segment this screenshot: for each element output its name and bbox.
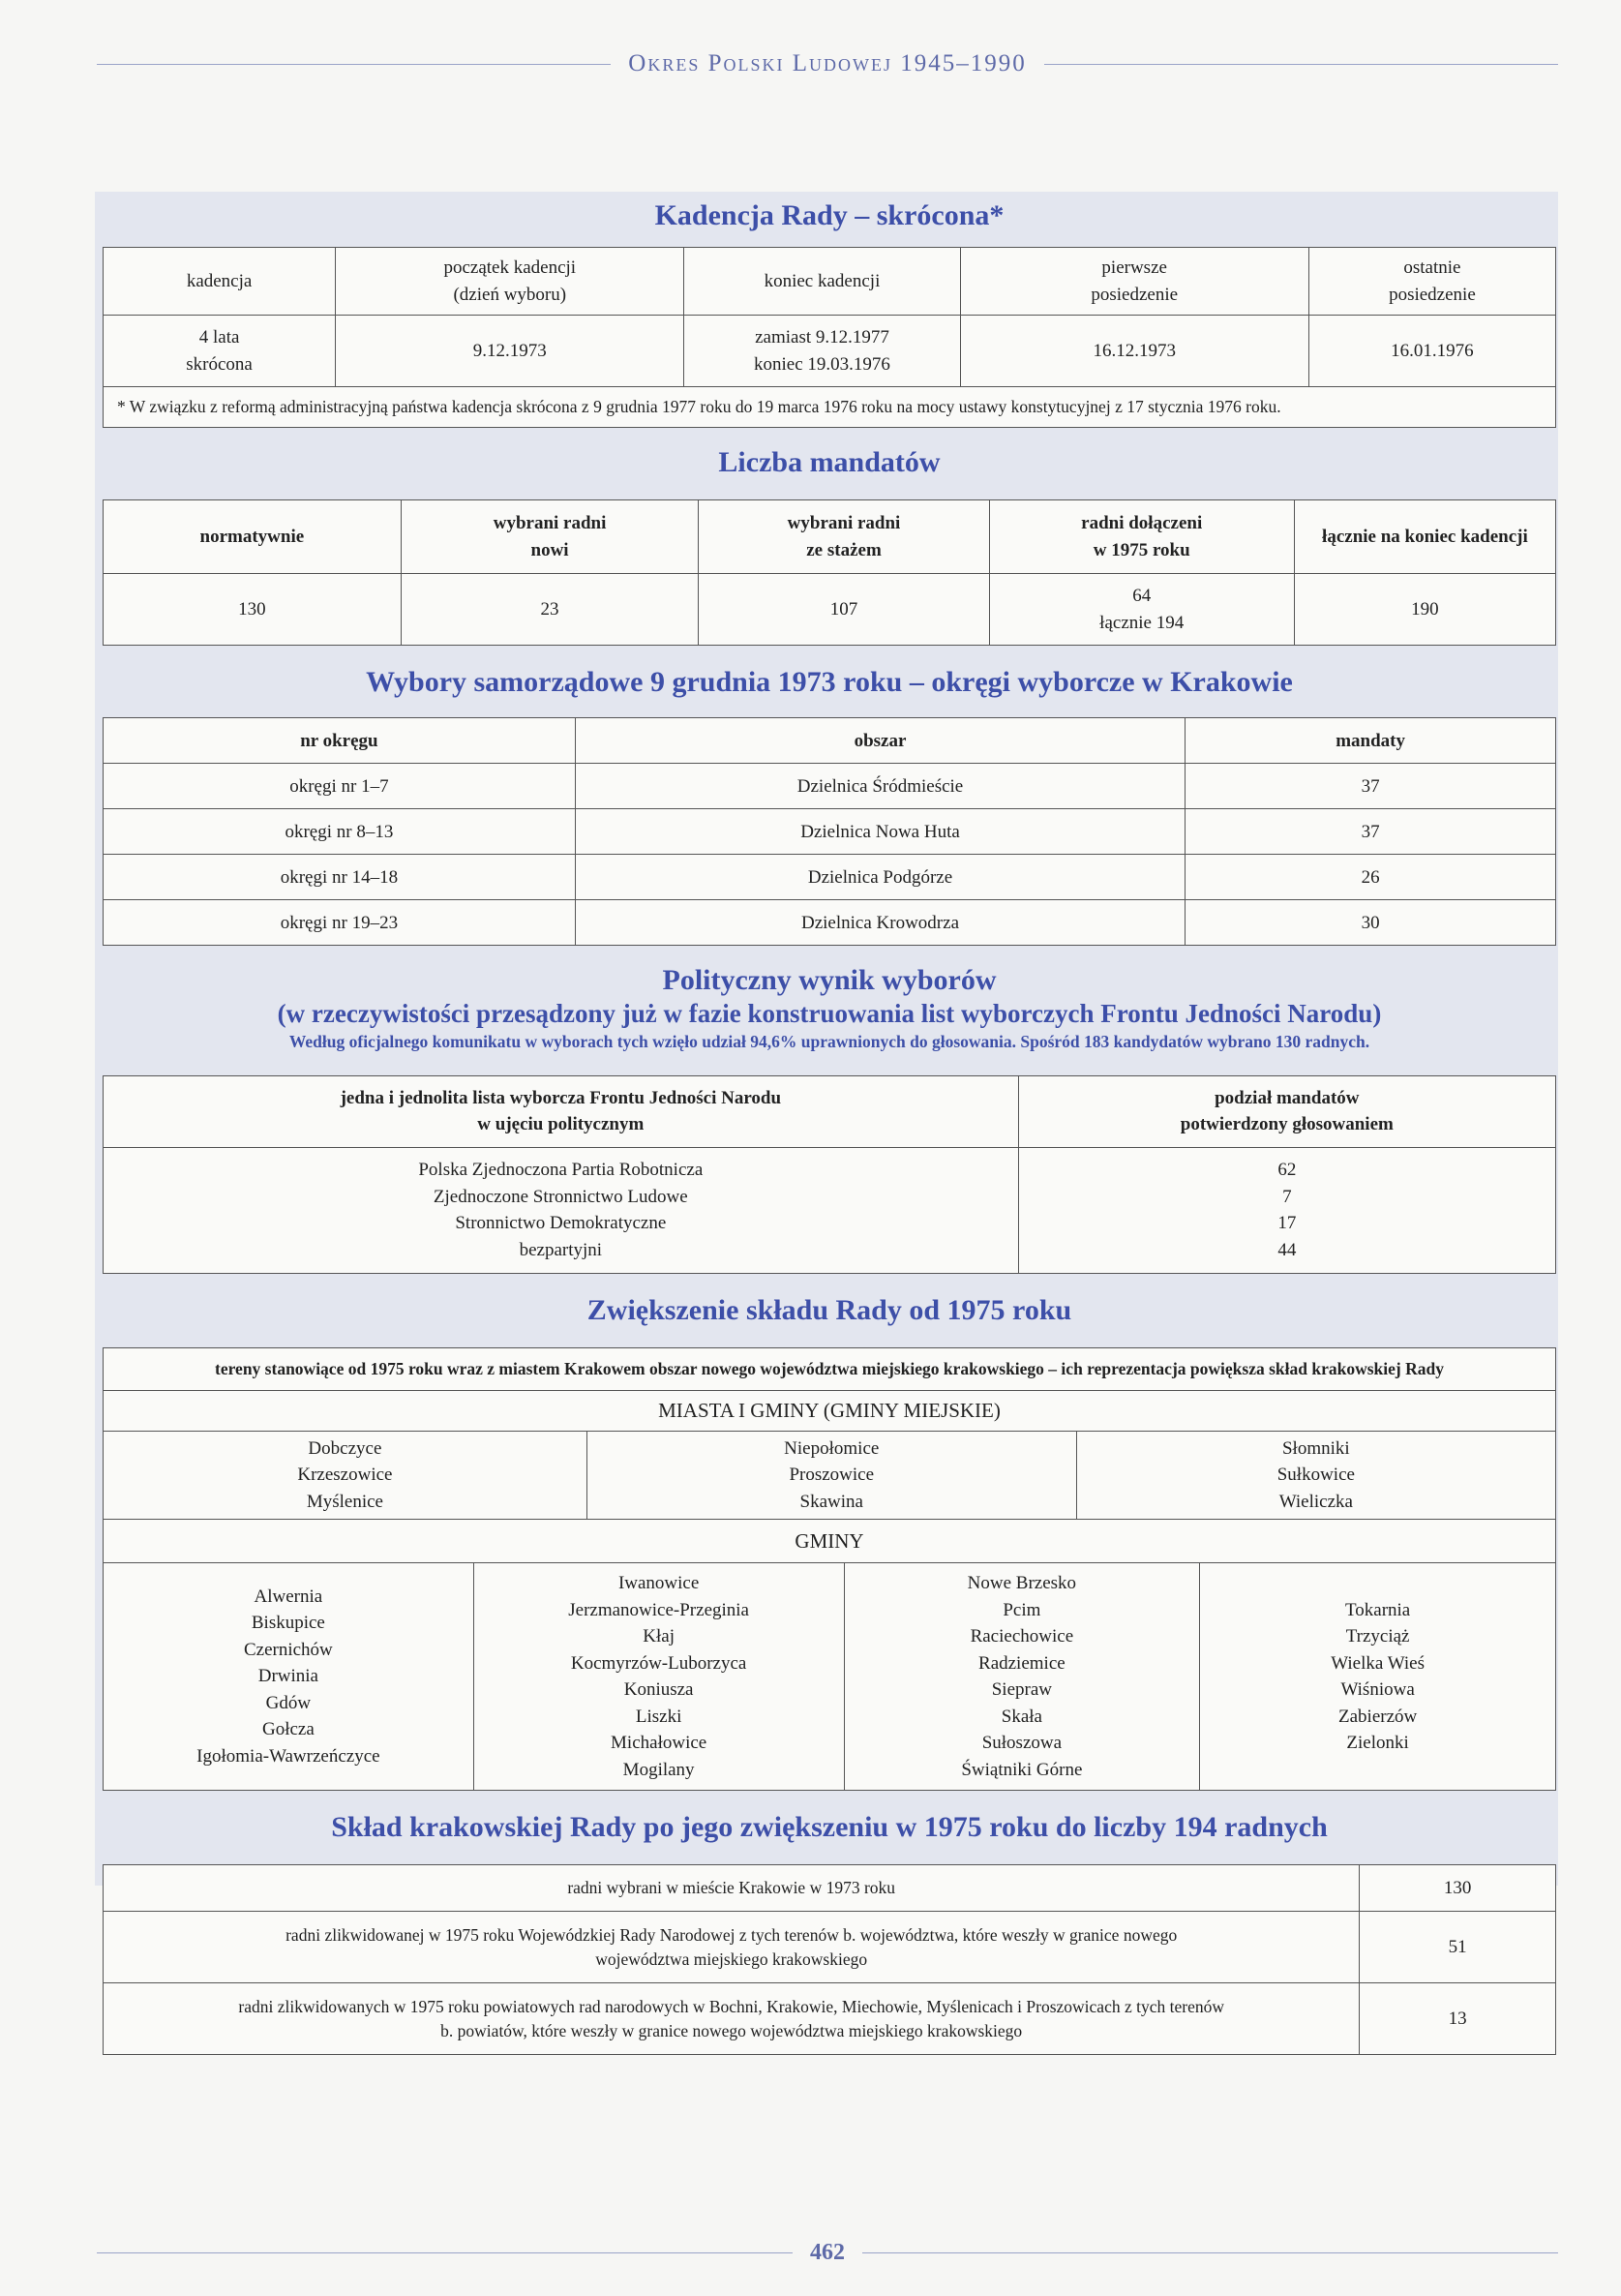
communes-group: Tokarnia Trzyciąż Wielka Wieś Wiśniowa Zabierzów Zielonki [1200,1563,1556,1791]
mandates-cell: 190 [1294,574,1555,646]
district-mandates: 30 [1186,900,1556,946]
table-row [104,1912,1556,1983]
mandates-title: Liczba mandatów [718,446,941,479]
table-row [104,1983,1556,2055]
district-area: Dzielnica Krowodrza [575,900,1185,946]
districts-header: obszar [575,718,1185,764]
term-header: pierwsze posiedzenie [960,248,1308,316]
mandates-header: normatywnie [104,500,402,574]
composition-value: 130 [1360,1865,1556,1912]
result-title: Polityczny wynik wyborów [662,964,997,997]
composition-label: radni zlikwidowanych w 1975 roku powiatowych rad narodowych w Bochni, Krakowie, Miechowie, Myślenicach i Proszowicach z tych terenów b. powiatów, które weszły w granice nowego województwa miejskiego krakowskiego [104,1983,1360,2055]
term-header: ostatnie posiedzenie [1308,248,1555,316]
district-mandates: 26 [1186,855,1556,900]
table-row [104,900,1556,946]
district-number: okręgi nr 19–23 [104,900,576,946]
term-cell: zamiast 9.12.1977 koniec 19.03.1976 [684,316,960,387]
district-mandates: 37 [1186,809,1556,855]
mandates-cell: 23 [401,574,699,646]
term-cell: 16.12.1973 [960,316,1308,387]
composition-label: radni wybrani w mieście Krakowie w 1973 roku [104,1865,1360,1912]
term-cell: 9.12.1973 [336,316,684,387]
header-rule-right [1044,64,1558,65]
district-area: Dzielnica Nowa Huta [575,809,1185,855]
mandates-header: wybrani radni ze stażem [699,500,989,574]
term-cell: 4 lata skrócona [104,316,336,387]
towns-group: Dobczyce Krzeszowice Myślenice [104,1432,587,1520]
towns-group: Niepołomice Proszowice Skawina [586,1432,1076,1520]
district-number: okręgi nr 8–13 [104,809,576,855]
header-rule-left [97,64,611,65]
composition-label: radni zlikwidowanej w 1975 roku Wojewódzkiej Rady Narodowej z tych terenów b. województwa, które weszły w granice nowego województwa miejskiego krakowskiego [104,1912,1360,1983]
table-row [104,809,1556,855]
districts-header: mandaty [1186,718,1556,764]
running-title: Okres Polski Ludowej 1945–1990 [628,50,1027,76]
communes-group: Alwernia Biskupice Czernichów Drwinia Gdów Gołcza Igołomia-Wawrzeńczyce [104,1563,474,1791]
result-header: jedna i jednolita lista wyborcza Frontu Jedności Narodu w ujęciu politycznym [104,1075,1019,1147]
result-header: podział mandatów potwierdzony głosowaniem [1018,1075,1555,1147]
district-area: Dzielnica Podgórze [575,855,1185,900]
district-mandates: 37 [1186,764,1556,809]
term-title: Kadencja Rady – skrócona* [654,199,1005,231]
result-seats: 62 7 17 44 [1018,1147,1555,1273]
term-header: koniec kadencji [684,248,960,316]
district-area: Dzielnica Śródmieście [575,764,1185,809]
districts-table [103,717,1556,946]
table-row [104,1865,1556,1912]
mandates-cell: 107 [699,574,989,646]
district-number: okręgi nr 14–18 [104,855,576,900]
running-header [97,50,1558,77]
composition-table [103,1864,1556,2055]
footer-rule-right [862,2252,1558,2253]
expansion-intro: tereny stanowiące od 1975 roku wraz z miastem Krakowem obszar nowego województwa miejskiego krakowskiego – ich reprezentacja powiększa skład krakowskiej Rady [104,1347,1556,1390]
mandates-table [103,499,1556,646]
mandates-cell: 64 łącznie 194 [989,574,1294,646]
expansion-title: Zwiększenie składu Rady od 1975 roku [586,1293,1072,1326]
communes-group: Iwanowice Jerzmanowice-Przeginia Kłaj Kocmyrzów-Luborzyca Koniusza Liszki Michałowice Mogilany [473,1563,844,1791]
page-number: 462 [810,2240,845,2265]
districts-header: nr okręgu [104,718,576,764]
towns-table [103,1432,1556,1521]
mandates-header: radni dołączeni w 1975 roku [989,500,1294,574]
result-note: Według oficjalnego komunikatu w wyborach tych wzięło udział 94,6% uprawnionych do głosowania. Spośród 183 kandydatów wybrano 130 radnych. [288,1031,1370,1051]
term-note: * W związku z reformą administracyjną państwa kadencja skrócona z 9 grudnia 1977 roku do 19 marca 1976 roku na mocy ustawy konstytucyjnej z 17 stycznia 1976 roku. [104,387,1556,428]
table-row [104,855,1556,900]
footer-rule-left [97,2252,793,2253]
term-header: kadencja [104,248,336,316]
mandates-header: wybrani radni nowi [401,500,699,574]
towns-header: MIASTA I GMINY (GMINY MIEJSKIE) [104,1390,1556,1431]
term-header: początek kadencji (dzień wyboru) [336,248,684,316]
result-parties: Polska Zjednoczona Partia Robotnicza Zjednoczone Stronnictwo Ludowe Stronnictwo Demokratyczne bezpartyjni [104,1147,1019,1273]
district-number: okręgi nr 1–7 [104,764,576,809]
page-footer [97,2240,1558,2266]
composition-title: Skład krakowskiej Rady po jego zwiększeniu w 1975 roku do liczby 194 radnych [331,1811,1328,1844]
towns-group: Słomniki Sułkowice Wieliczka [1076,1432,1555,1520]
term-cell: 16.01.1976 [1308,316,1555,387]
composition-value: 13 [1360,1983,1556,2055]
communes-header: GMINY [104,1520,1556,1562]
mandates-header: łącznie na koniec kadencji [1294,500,1555,574]
communes-header-table [103,1520,1556,1563]
table-row [104,764,1556,809]
composition-value: 51 [1360,1912,1556,1983]
communes-group: Nowe Brzesko Pcim Raciechowice Radziemice Siepraw Skała Sułoszowa Świątniki Górne [844,1563,1200,1791]
term-table [103,247,1556,428]
expansion-intro-table [103,1347,1556,1432]
communes-table [103,1563,1556,1792]
page-content [103,198,1556,2055]
districts-title: Wybory samorządowe 9 grudnia 1973 roku – okręgi wyborcze w Krakowie [366,666,1293,699]
mandates-cell: 130 [104,574,402,646]
result-table [103,1075,1556,1274]
result-subtitle: (w rzeczywistości przesądzony już w fazie konstruowania list wyborczych Frontu Jedności Narodu) [277,999,1382,1029]
